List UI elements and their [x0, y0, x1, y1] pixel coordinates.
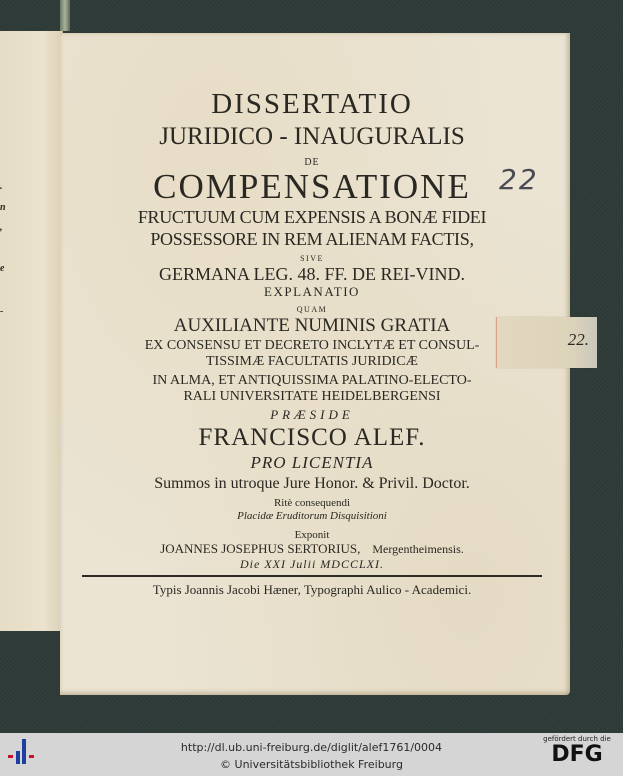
line-germana: GERMANA LEG. 48. FF. DE REI-VIND. — [158, 264, 466, 284]
copyright-text: © Universitätsbibliothek Freiburg — [220, 758, 403, 771]
divider-rule — [82, 575, 542, 577]
line-pro-licentia: PRO LICENTIA — [250, 453, 374, 472]
line-sive: SIVE — [300, 254, 324, 263]
left-page-fragment: . — [0, 181, 3, 192]
left-page-edge — [0, 31, 63, 631]
praeses-name: FRANCISCO ALEF. — [198, 424, 426, 451]
line-rite: Ritè consequendi — [273, 497, 351, 509]
line-possessore: POSSESSORE IN REM ALIENAM FACTIS, — [150, 229, 474, 249]
line-quam: QUAM — [296, 305, 328, 314]
dissertation-subtitle: JURIDICO - INAUGURALIS — [159, 123, 465, 150]
line-fructuum: FRUCTUUM CUM EXPENSIS A BONÆ FIDEI — [137, 207, 487, 227]
line-rali: RALI UNIVERSITATE HEIDELBERGENSI — [183, 389, 441, 404]
shelf-label-tab — [496, 317, 597, 368]
dfg-logo[interactable] — [537, 736, 617, 767]
line-tissimae: TISSIMÆ FACULTATIS JURIDICÆ — [205, 354, 419, 369]
dissertation-title: DISSERTATIO — [211, 88, 413, 120]
line-date: Die XXI Julii MDCCLXI. — [240, 557, 384, 571]
left-page-fragment: - — [0, 306, 4, 317]
left-page-fragment: n — [0, 202, 6, 213]
label-number: 22. — [567, 330, 589, 349]
line-auxiliante: AUXILIANTE NUMINIS GRATIA — [173, 315, 451, 336]
author-name: JOANNES JOSEPHUS SERTORIUS, — [160, 541, 361, 556]
footer-bar — [0, 733, 623, 776]
dfg-caption: gefördert durch die — [543, 735, 611, 743]
line-summos: Summos in utroque Jure Honor. & Privil. Doctor. — [154, 475, 470, 492]
line-compensatione: COMPENSATIONE — [153, 167, 471, 206]
line-ex-consensu: EX CONSENSU ET DECRETO INCLYTÆ ET CONSUL- — [144, 338, 480, 353]
handwritten-number: 22 — [499, 163, 539, 196]
line-in-alma: IN ALMA, ET ANTIQUISSIMA PALATINO-ELECTO- — [152, 373, 472, 388]
permalink-url[interactable]: http://dl.ub.uni-freiburg.de/diglit/alef1761/0004 — [180, 741, 443, 754]
book-spine — [60, 0, 70, 31]
line-placide: Placidæ Eruditorum Disquisitioni — [237, 510, 387, 522]
left-page-fragment: , — [0, 222, 3, 233]
author-origin: Mergentheimensis. — [372, 542, 464, 556]
dfg-mark: DFG — [551, 742, 603, 767]
imprint-line: Typis Joannis Jacobi Hæner, Typographi Aulico - Academici. — [152, 582, 472, 597]
left-page-fragment: e — [0, 263, 5, 274]
author-line — [82, 542, 542, 555]
line-exponit: Exponit — [294, 529, 330, 541]
line-explanatio: EXPLANATIO — [264, 284, 360, 299]
line-de: DE — [304, 157, 320, 168]
line-praeside: PRÆSIDE — [270, 407, 354, 422]
title-page — [60, 33, 570, 695]
